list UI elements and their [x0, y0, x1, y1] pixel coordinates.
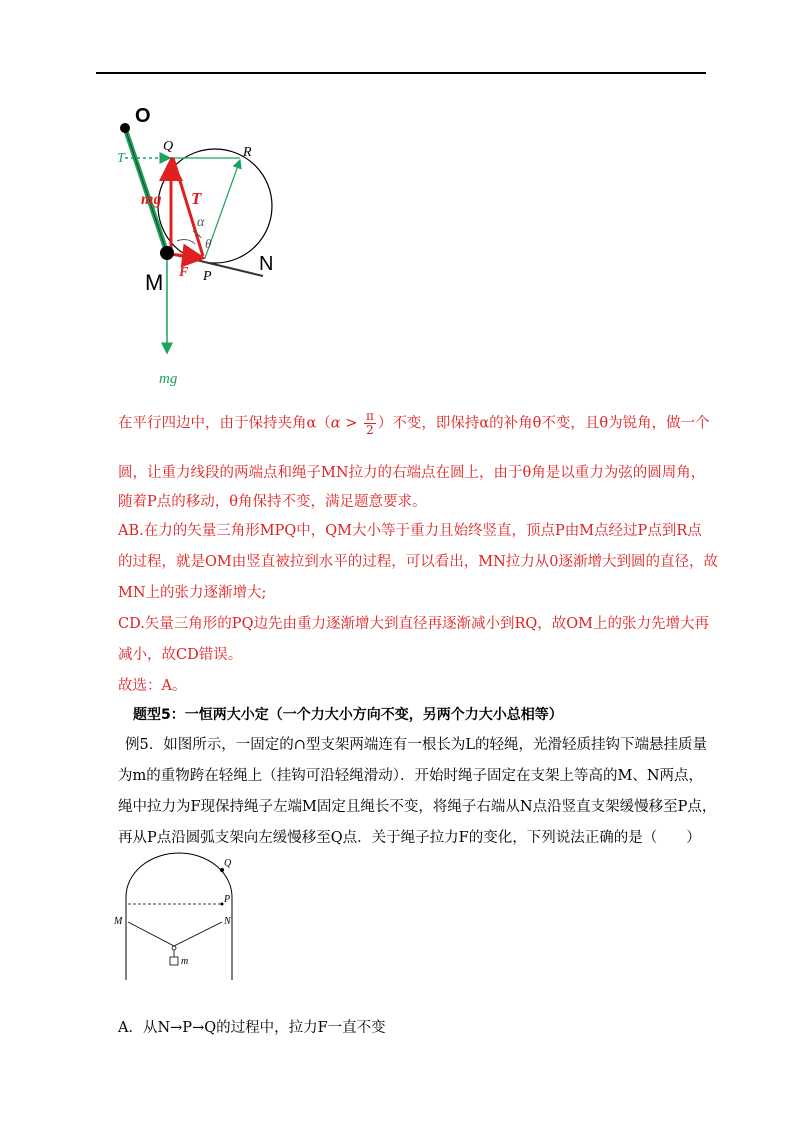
rope-left	[128, 922, 174, 946]
solution-answer: 故选：A。	[118, 678, 187, 694]
example-line-2: 为m的重物跨在轻绳上（挂钩可沿轻绳滑动）．开始时绳子固定在支架上等高的M、N两点，	[118, 768, 704, 784]
point-o	[120, 123, 130, 133]
label-t-red: T	[191, 189, 202, 208]
label-q: Q	[163, 139, 174, 154]
label-mg-red: mg	[141, 191, 162, 208]
example-line-4: 再从P点沿圆弧支架向左缓慢移至Q点．关于绳子拉力F的变化，下列说法正确的是（ ）	[118, 830, 701, 846]
rope-right	[174, 922, 222, 946]
label-alpha: α	[197, 215, 205, 230]
bracket-rope-figure	[110, 852, 240, 982]
solution-line-7: CD.矢量三角形的PQ边先由重力逐渐增大到直径再逐渐减小到RQ，故OM上的张力先增大再	[118, 616, 709, 632]
label-n: N	[259, 253, 274, 275]
mass-block	[170, 957, 178, 965]
solution-line-6: MN上的张力逐渐增大;	[118, 585, 267, 601]
label-t-left: T	[117, 151, 125, 166]
example-line-3: 绳中拉力为F现保持绳子左端M固定且绳长不变，将绳子右端从N点沿竖直支架缓慢移至P点，	[118, 799, 717, 815]
hook	[172, 946, 176, 950]
header-rule	[96, 72, 706, 74]
bracket-frame	[126, 853, 232, 980]
label-n2: N	[224, 916, 231, 927]
solution-line-2: 圆，让重力线段的两端点和绳子MN拉力的右端点在圆上，由于θ角是以重力为弦的圆周角，	[118, 465, 706, 481]
pi-over-2-fraction: $\frac{\pi}{2}$	[365, 409, 374, 437]
vector-f-red	[169, 254, 203, 258]
label-m: M	[145, 270, 164, 295]
label-p2: P	[224, 894, 231, 905]
force-triangle-figure	[105, 98, 295, 398]
solution-line-5: 的过程，就是OM由竖直被拉到水平的过程，可以看出，MN拉力从0逐渐增大到圆的直径，故	[118, 554, 718, 570]
label-m2: M	[114, 916, 123, 927]
label-r: R	[243, 145, 252, 160]
label-mass: m	[181, 956, 189, 967]
point-m	[160, 246, 174, 260]
label-mg-bottom: mg	[159, 371, 178, 387]
label-theta: θ	[205, 236, 212, 251]
solution-line-4: AB.在力的矢量三角形MPQ中，QM大小等于重力且始终竖直，顶点P由M点经过P点到R点	[118, 523, 702, 539]
label-p: P	[203, 269, 212, 284]
example-line-1: 例5．如图所示，一固定的∩型支架两端连有一根长为L的轻绳，光滑轻质挂钩下端悬挂质量	[125, 737, 708, 753]
solution-line-8: 减小，故CD错误。	[118, 647, 243, 663]
solution-line-3: 随着P点的移动，θ角保持不变，满足题意要求。	[118, 494, 427, 510]
label-f: F	[179, 265, 189, 280]
label-q2: Q	[224, 858, 232, 869]
label-o: O	[135, 105, 151, 127]
section-title: 题型5：一恒两大小定（一个力大小方向不变，另两个力大小总相等）	[133, 707, 563, 723]
option-a: A．从N→P→Q的过程中，拉力F一直不变	[118, 1020, 386, 1036]
solution-line-1: 在平行四边中，由于保持夹角α（α > $\frac{\pi}{2}$ ）不变，即保持α的补角θ不变，且θ为锐角，做一个	[118, 409, 710, 437]
